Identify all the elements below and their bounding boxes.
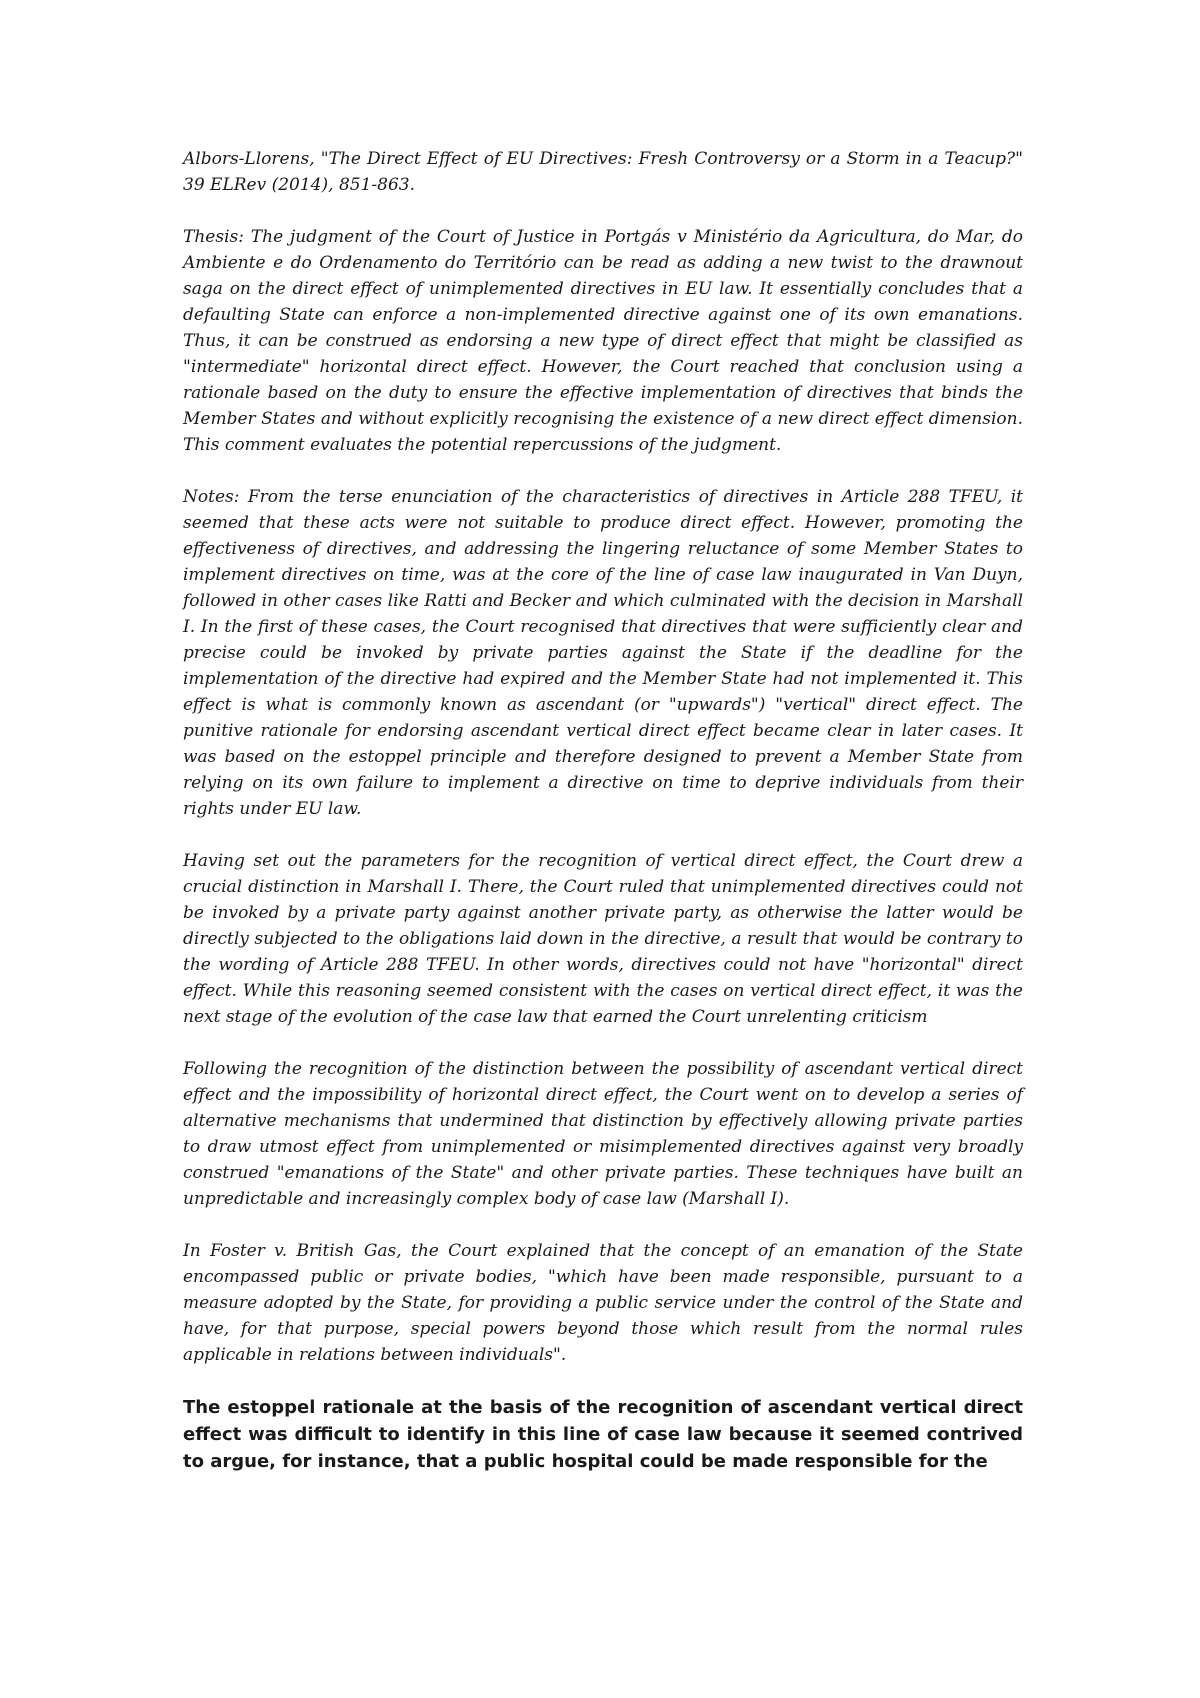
document-body <box>183 146 1023 1475</box>
foster-paragraph: In Foster v. British Gas, the Court explained that the concept of an emanation of the State encompassed public or private bodies, "which have been made responsible, pursuant to a measure adopted by the State, for providing a public service under the control of the State and have, for that purpose, special powers beyond those which result from the normal rules applicable in relations between individuals". <box>183 1241 1023 1365</box>
estoppel-bold-paragraph: The estoppel rationale at the basis of the recognition of ascendant vertical direct effect was difficult to identify in this line of case law because it seemed contrived to argue, for instance, that a public hospital could be made responsible for the <box>183 1397 1023 1472</box>
alternative-mechanisms-paragraph: Following the recognition of the distinction between the possibility of ascendant vertical direct effect and the impossibility of horizontal direct effect, the Court went on to develop a series of alternative mechanisms that undermined that distinction by effectively allowing private parties to draw utmost effect from unimplemented or misimplemented directives against very broadly construed "emanations of the State" and other private parties. These techniques have built an unpredictable and increasingly complex body of case law (Marshall I). <box>183 1059 1023 1209</box>
citation-paragraph: Albors-Llorens, "The Direct Effect of EU Directives: Fresh Controversy or a Storm in a Teacup?" 39 ELRev (2014), 851-863. <box>183 149 1023 195</box>
notes-paragraph: Notes: From the terse enunciation of the characteristics of directives in Article 288 TFEU, it seemed that these acts were not suitable to produce direct effect. However, promoting the effectiveness of directives, and addressing the lingering reluctance of some Member States to implement directives on time, was at the core of the line of case law inaugurated in Van Duyn, followed in other cases like Ratti and Becker and which culminated with the decision in Marshall I. In the first of these cases, the Court recognised that directives that were sufficiently clear and precise could be invoked by private parties against the State if the deadline for the implementation of the directive had expired and the Member State had not implemented it. This effect is what is commonly known as ascendant (or "upwards") "vertical" direct effect. The punitive rationale for endorsing ascendant vertical direct effect became clear in later cases. It was based on the estoppel principle and therefore designed to prevent a Member State from relying on its own failure to implement a directive on time to deprive individuals from their rights under EU law. <box>183 487 1023 819</box>
horizontal-effect-paragraph: Having set out the parameters for the recognition of vertical direct effect, the Court drew a crucial distinction in Marshall I. There, the Court ruled that unimplemented directives could not be invoked by a private party against another private party, as otherwise the latter would be directly subjected to the obligations laid down in the directive, a result that would be contrary to the wording of Article 288 TFEU. In other words, directives could not have "horizontal" direct effect. While this reasoning seemed consistent with the cases on vertical direct effect, it was the next stage of the evolution of the case law that earned the Court unrelenting criticism <box>183 851 1023 1027</box>
thesis-paragraph: Thesis: The judgment of the Court of Justice in Portgás v Ministério da Agricultura, do Mar, do Ambiente e do Ordenamento do Território can be read as adding a new twist to the drawnout saga on the direct effect of unimplemented directives in EU law. It essentially concludes that a defaulting State can enforce a non-implemented directive against one of its own emanations. Thus, it can be construed as endorsing a new type of direct effect that might be classified as "intermediate" horizontal direct effect. However, the Court reached that conclusion using a rationale based on the duty to ensure the effective implementation of directives that binds the Member States and without explicitly recognising the existence of a new direct effect dimension. This comment evaluates the potential repercussions of the judgment. <box>183 227 1023 455</box>
